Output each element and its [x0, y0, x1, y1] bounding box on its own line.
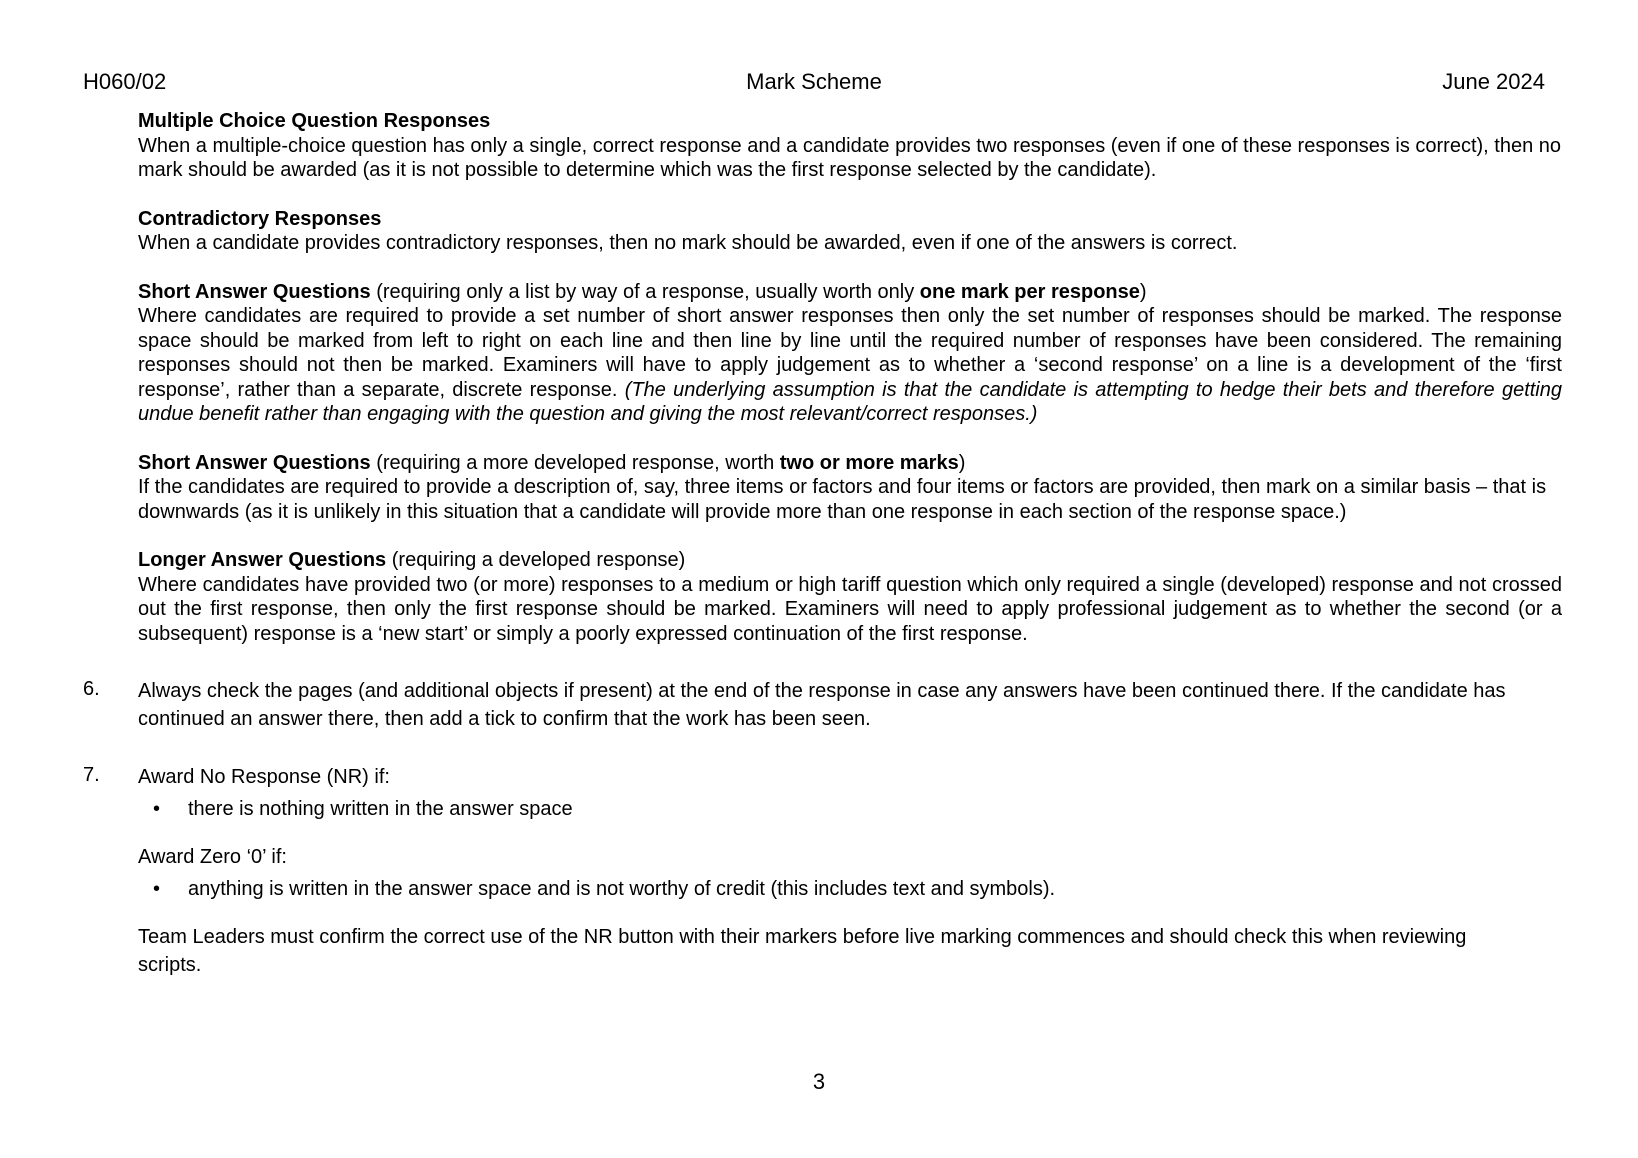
exam-date: June 2024 — [1442, 69, 1545, 94]
short-developed-note-bold: two or more marks — [779, 451, 959, 474]
short-list-note-pre: (requiring only a list by way of a response, usually worth only — [370, 280, 920, 303]
short-list-heading-line — [138, 280, 1562, 305]
document-title: Mark Scheme — [746, 69, 882, 94]
longer-note: (requiring a developed response) — [386, 549, 686, 571]
item-6 — [83, 677, 1563, 733]
contradictory-heading: Contradictory Responses — [138, 207, 382, 230]
nr-bullet-text: there is nothing written in the answer space — [188, 798, 573, 820]
short-list-heading: Short Answer Questions — [138, 280, 371, 303]
item-7-body — [138, 763, 1563, 979]
nr-intro: Award No Response (NR) if: — [138, 766, 390, 788]
guidance-sections — [138, 109, 1562, 670]
paper-code: H060/02 — [83, 69, 167, 94]
item-7-number: 7. — [83, 764, 100, 786]
mcq-section — [138, 109, 1562, 183]
longer-section — [138, 548, 1562, 646]
bullet-icon: • — [153, 878, 161, 900]
short-list-note-post: ) — [1139, 280, 1147, 303]
short-list-text-block — [138, 304, 1562, 427]
contradictory-text: When a candidate provides contradictory responses, then no mark should be awarded, even if one of the answers is correct. — [138, 232, 1238, 254]
short-developed-text: If the candidates are required to provide a description of, say, three items or factors and four items or factors are provided, then mark on a similar basis – that is downwards (as it is unlikely in this situation that a candidate will provide more than one response in each section of the response space.) — [138, 476, 1547, 523]
short-developed-section — [138, 451, 1562, 525]
short-list-italic-note: (The underlying assumption is that the candidate is attempting to hedge their bets and therefore getting undue benefit rather than engaging with the question and giving the most relevant/correct responses.) — [138, 378, 1562, 425]
short-list-text: Where candidates are required to provide a set number of short answer responses then only the set number of responses should be marked. The response space should be marked from left to right on each line and then line by line until the required number of responses have been considered. The remaining responses should not then be marked. Examiners will have to apply judgement as to whether a ‘second response’ on a line is a development of the ‘first response’, rather than a separate, discrete response. — [138, 305, 1562, 401]
page-number: 3 — [812, 1069, 826, 1094]
zero-bullet-item — [138, 875, 1563, 903]
short-developed-note-pre: (requiring a more developed response, worth — [370, 451, 780, 474]
zero-bullet-text: anything is written in the answer space and is not worthy of credit (this includes text and symbols). — [188, 878, 1056, 900]
longer-heading-line — [138, 548, 1562, 573]
page-header — [83, 70, 1545, 96]
mcq-heading: Multiple Choice Question Responses — [138, 110, 491, 132]
item-6-number: 6. — [83, 678, 100, 700]
short-developed-heading: Short Answer Questions — [138, 451, 371, 474]
short-list-note-bold: one mark per response — [919, 280, 1140, 303]
team-leaders-note: Team Leaders must confirm the correct use of the NR button with their markers before live marking commences and should check this when reviewing scripts. — [138, 926, 1467, 976]
zero-intro: Award Zero ‘0’ if: — [138, 846, 287, 868]
short-developed-note-post: ) — [958, 451, 966, 474]
bullet-icon: • — [153, 798, 161, 820]
item-6-text: Always check the pages (and additional objects if present) at the end of the response in case any answers have been continued there. If the candidate has continued an answer there, then add a tick to confirm that the work has been seen. — [138, 680, 1506, 730]
short-list-section — [138, 280, 1562, 427]
mcq-text: When a multiple-choice question has only a single, correct response and a candidate provides two responses (even if one of these responses is correct), then no mark should be awarded (as it is not possible to determine which was the first response selected by the candidate). — [138, 134, 1562, 181]
short-developed-heading-line — [138, 451, 1562, 476]
contradictory-section — [138, 207, 1562, 256]
nr-bullet-item — [138, 795, 1563, 823]
item-7 — [83, 763, 1563, 979]
longer-heading: Longer Answer Questions — [138, 549, 387, 571]
longer-text: Where candidates have provided two (or more) responses to a medium or high tariff question which only required a single (developed) response and not crossed out the first response, then only the first response should be marked. Examiners will need to apply professional judgement as to whether the second (or a subsequent) response is a ‘new start’ or simply a poorly expressed continuation of the first response. — [138, 573, 1562, 645]
